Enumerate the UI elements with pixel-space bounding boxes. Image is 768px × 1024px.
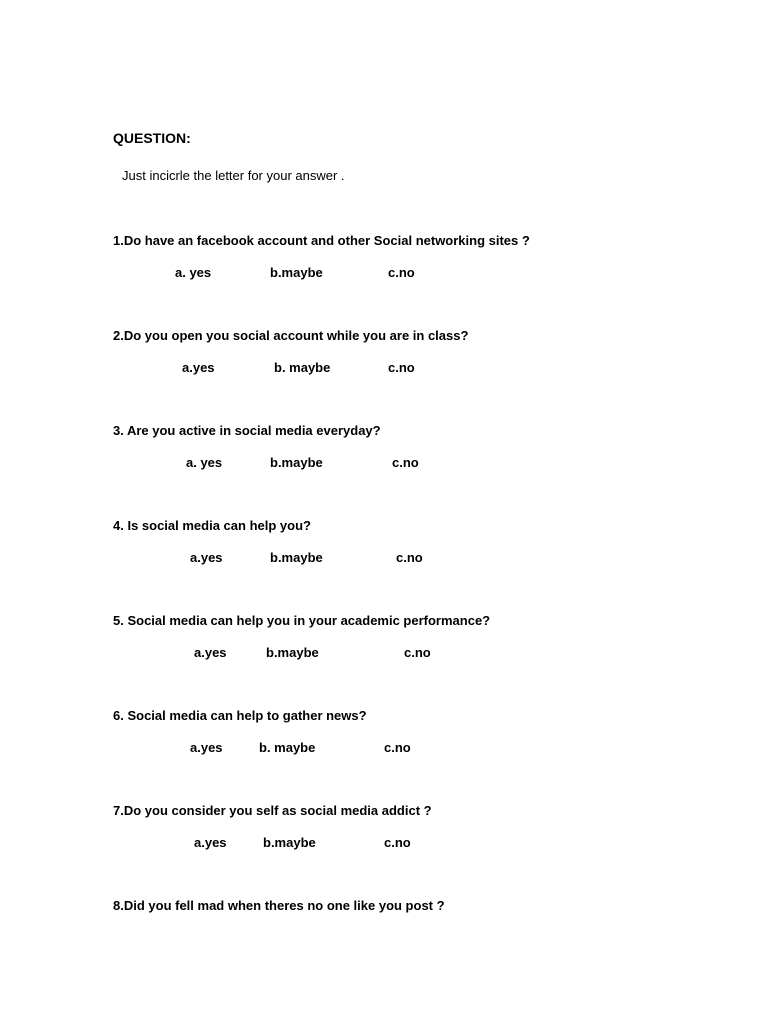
question-3-option-b[interactable]: b.maybe — [270, 455, 323, 470]
question-3: 3. Are you active in social media everyday? — [113, 423, 381, 438]
question-6-option-b[interactable]: b. maybe — [259, 740, 316, 755]
question-7-option-b[interactable]: b.maybe — [263, 835, 316, 850]
question-4-option-b[interactable]: b.maybe — [270, 550, 323, 565]
question-5-option-b[interactable]: b.maybe — [266, 645, 319, 660]
question-4-option-a[interactable]: a.yes — [190, 550, 223, 565]
question-5: 5. Social media can help you in your academic performance? — [113, 613, 491, 628]
question-3-option-a[interactable]: a. yes — [186, 455, 223, 470]
question-2-option-b[interactable]: b. maybe — [274, 360, 331, 375]
question-8: 8.Did you fell mad when theres no one like you post ? — [113, 898, 445, 913]
question-2-option-c[interactable]: c.no — [388, 360, 415, 375]
question-3-option-c[interactable]: c.no — [392, 455, 419, 470]
page-heading: QUESTION: — [113, 130, 191, 146]
question-2: 2.Do you open you social account while you are in class? — [113, 328, 469, 343]
question-1-option-a[interactable]: a. yes — [175, 265, 212, 280]
question-2-option-a[interactable]: a.yes — [182, 360, 215, 375]
question-7: 7.Do you consider you self as social media addict ? — [113, 803, 432, 818]
instruction-text: Just incicrle the letter for your answer . — [122, 168, 345, 183]
question-5-option-a[interactable]: a.yes — [194, 645, 227, 660]
question-6-option-a[interactable]: a.yes — [190, 740, 223, 755]
question-4: 4. Is social media can help you? — [113, 518, 311, 533]
question-1-option-b[interactable]: b.maybe — [270, 265, 323, 280]
question-5-option-c[interactable]: c.no — [404, 645, 431, 660]
question-4-option-c[interactable]: c.no — [396, 550, 423, 565]
question-1-option-c[interactable]: c.no — [388, 265, 415, 280]
question-6-option-c[interactable]: c.no — [384, 740, 411, 755]
question-6: 6. Social media can help to gather news? — [113, 708, 367, 723]
question-7-option-a[interactable]: a.yes — [194, 835, 227, 850]
question-7-option-c[interactable]: c.no — [384, 835, 411, 850]
question-1: 1.Do have an facebook account and other Social networking sites ? — [113, 233, 530, 248]
